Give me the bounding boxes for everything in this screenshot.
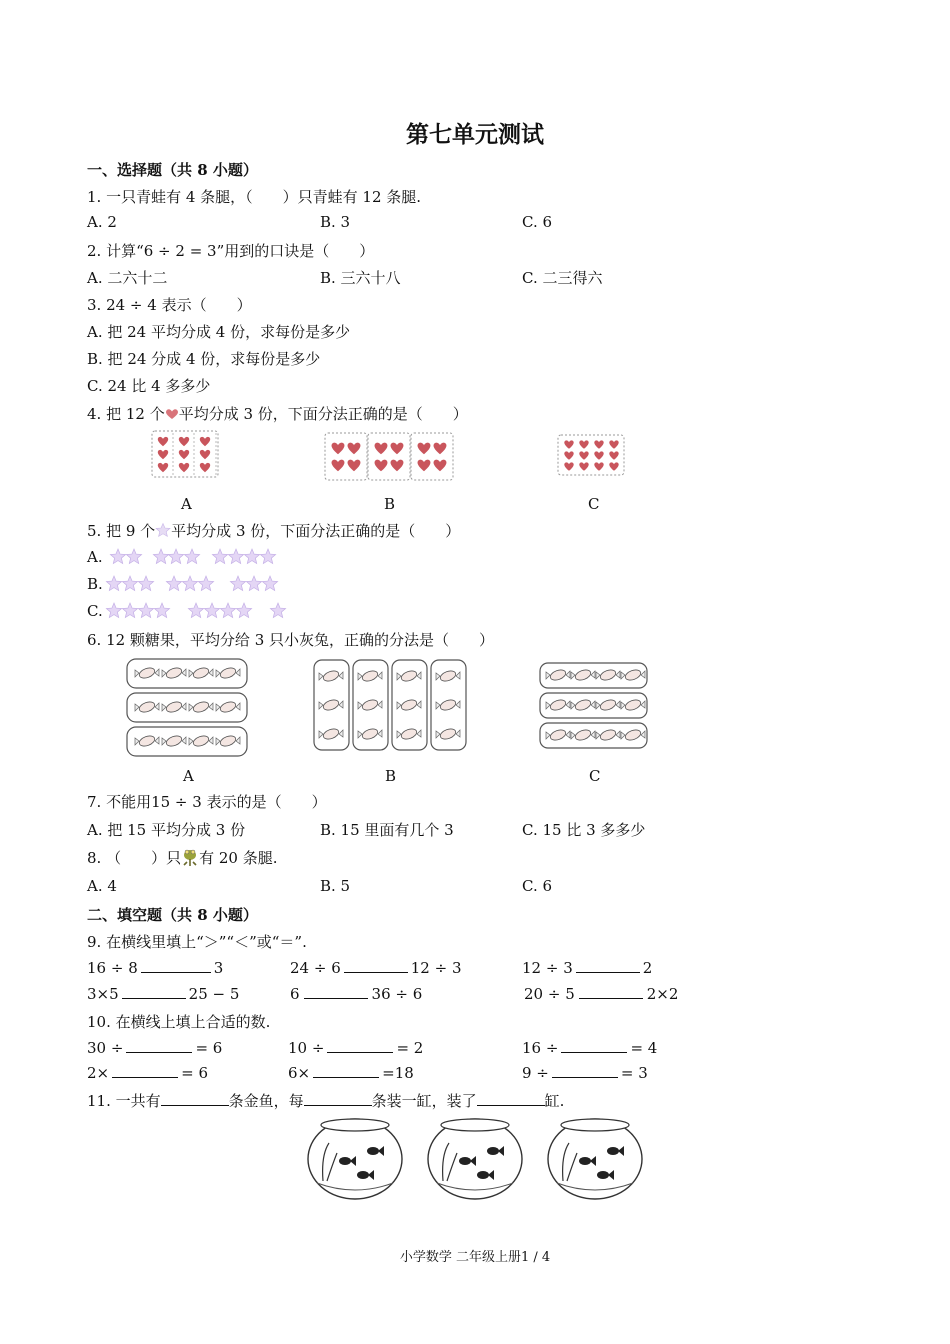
candy-wrapper-end: [621, 672, 625, 679]
q10-item-6: [522, 1063, 648, 1082]
candy-wrapper-end: [162, 704, 166, 711]
candy-wrapper-end: [209, 737, 213, 744]
q2-stem: 2. 计算“6 ÷ 2 = 3”用到的口诀是（ ）: [87, 242, 375, 260]
q10-answer-blank[interactable]: [327, 1038, 393, 1053]
q10-item-1: [87, 1038, 222, 1057]
heart-icon: [594, 462, 603, 470]
candy-icon: [624, 728, 642, 742]
q6-label-a: A: [183, 767, 194, 785]
star-icon: [106, 603, 121, 618]
candy-icon: [400, 727, 418, 741]
q10-right: = 6: [181, 1064, 209, 1082]
q10-left: 6×: [288, 1064, 311, 1082]
q2-option-b: B. 三六十八: [320, 269, 401, 287]
q5-stem-post: 平均分成 3 份，下面分法正确的是（ ）: [171, 522, 461, 540]
q11-stem: [87, 1090, 564, 1111]
candy-wrapper-end: [397, 673, 401, 680]
heart-icon: [609, 462, 618, 470]
q6-stem: 6. 12 颗糖果，平均分给 3 只小灰兔，正确的分法是（ ）: [87, 631, 495, 649]
heart-icon: [609, 451, 618, 459]
q8-option-a: A. 4: [87, 877, 117, 895]
heart-icon: [375, 460, 388, 472]
q3-option-b: B. 把 24 分成 4 份，求每份是多少: [87, 350, 321, 368]
q8-stem-pre: 8. （ ）只: [87, 849, 182, 867]
candy-wrapper-end: [236, 703, 240, 710]
candy-icon: [549, 728, 567, 742]
candy-wrapper-end: [162, 670, 166, 677]
q9-item-6: [524, 984, 678, 1003]
candy-icon: [219, 666, 237, 680]
q5-stars-b: [104, 575, 284, 593]
q9-right: 25 − 5: [188, 985, 240, 1003]
candy-icon: [165, 700, 183, 714]
heart-icon: [579, 462, 588, 470]
q10-right: =18: [382, 1064, 414, 1082]
heart-icon: [348, 443, 361, 455]
heart-icon: [391, 443, 404, 455]
candy-wrapper-end: [339, 672, 343, 679]
candy-wrapper-end: [162, 738, 166, 745]
star-icon: [122, 603, 137, 618]
star-icon: [166, 576, 181, 591]
goldfish-icon: [459, 1157, 471, 1165]
candy-icon: [599, 668, 617, 682]
candy-icon: [574, 698, 592, 712]
candy-wrapper-end: [546, 672, 550, 679]
q10-item-5: [288, 1063, 414, 1082]
candy-wrapper-end: [189, 670, 193, 677]
candy-wrapper-end: [358, 673, 362, 680]
candy-wrapper-end: [566, 671, 570, 678]
candy-wrapper-end: [621, 702, 625, 709]
candy-wrapper-end: [397, 731, 401, 738]
q10-left: 2×: [87, 1064, 110, 1082]
heart-icon: [594, 440, 603, 448]
candy-icon: [138, 666, 156, 680]
fishbowl-rim: [321, 1119, 389, 1131]
q1-stem: 1. 一只青蛙有 4 条腿，（ ）只青蛙有 12 条腿.: [87, 188, 422, 206]
q4-stem: [87, 403, 468, 424]
candy-wrapper-end: [616, 701, 620, 708]
star-icon: [204, 603, 219, 618]
q9-left: 12 ÷ 3: [522, 959, 573, 977]
candy-wrapper-end: [358, 702, 362, 709]
candy-icon: [322, 698, 340, 712]
q3-stem: 3. 24 ÷ 4 表示（ ）: [87, 296, 252, 314]
heart-icon: [609, 440, 618, 448]
q8-stem-post: 有 20 条腿.: [199, 849, 278, 867]
heart-icon: [200, 437, 210, 446]
candy-wrapper-end: [209, 669, 213, 676]
candy-icon: [165, 734, 183, 748]
heart-icon: [179, 437, 189, 446]
q9-left: 16 ÷ 8: [87, 959, 138, 977]
candy-icon: [599, 728, 617, 742]
heart-icon: [200, 450, 210, 459]
heart-icon: [434, 460, 447, 472]
q8-stem: [87, 847, 278, 868]
heart-icon: [564, 440, 573, 448]
group-box: [411, 433, 453, 480]
group-box: [368, 433, 410, 480]
heart-icon: [418, 460, 431, 472]
q5-option-a: A.: [87, 548, 103, 566]
candy-wrapper-end: [456, 701, 460, 708]
q5-stars-c: [104, 602, 294, 620]
q9-right: 12 ÷ 3: [410, 959, 462, 977]
page-title: 第七单元测试: [406, 121, 544, 148]
candy-wrapper-end: [596, 732, 600, 739]
q6-figure-c: [538, 661, 650, 751]
goldfish-icon: [367, 1147, 379, 1155]
q9-right: 2×2: [646, 985, 679, 1003]
candy-icon: [624, 668, 642, 682]
goldfish-icon: [357, 1171, 369, 1179]
heart-icon: [579, 451, 588, 459]
candy-icon: [165, 666, 183, 680]
goldfish-icon: [339, 1157, 351, 1165]
candy-wrapper-end: [182, 737, 186, 744]
candy-icon: [574, 728, 592, 742]
q4-label-b: B: [384, 495, 396, 513]
star-icon: [184, 549, 199, 564]
candy-icon: [219, 734, 237, 748]
candy-wrapper-end: [209, 703, 213, 710]
candy-wrapper-end: [319, 702, 323, 709]
fishbowl-rim: [441, 1119, 509, 1131]
candy-wrapper-end: [436, 731, 440, 738]
star-icon: [198, 576, 213, 591]
candy-icon: [439, 698, 457, 712]
heart-icon: [200, 463, 210, 472]
candy-wrapper-end: [378, 730, 382, 737]
star-icon: [122, 576, 137, 591]
q4-figure-c: [557, 434, 627, 478]
heart-icon: [375, 443, 388, 455]
candy-icon: [192, 666, 210, 680]
page-footer: 小学数学 二年级上册1 / 4: [399, 1250, 551, 1265]
candy-icon: [138, 734, 156, 748]
candy-icon: [361, 669, 379, 683]
q9-item-3: [522, 958, 652, 977]
q5-option-b: B.: [87, 575, 103, 593]
candy-wrapper-end: [566, 701, 570, 708]
q9-right: 36 ÷ 6: [371, 985, 423, 1003]
heart-icon: [179, 450, 189, 459]
candy-icon: [322, 669, 340, 683]
heart-icon: [165, 408, 179, 420]
fishbowl-rim: [561, 1119, 629, 1131]
candy-icon: [439, 727, 457, 741]
star-icon: [228, 549, 243, 564]
q10-left: 16 ÷: [522, 1039, 559, 1057]
q9-answer-blank[interactable]: [304, 984, 368, 999]
candy-wrapper-end: [216, 738, 220, 745]
candy-wrapper-end: [616, 671, 620, 678]
candy-wrapper-end: [236, 737, 240, 744]
q9-left: 3×5: [87, 985, 119, 1003]
star-icon: [154, 603, 169, 618]
candy-icon: [400, 698, 418, 712]
q10-left: 9 ÷: [522, 1064, 549, 1082]
candy-wrapper-end: [596, 702, 600, 709]
heart-icon: [158, 463, 168, 472]
goldfish-icon: [487, 1147, 499, 1155]
candy-wrapper-end: [546, 702, 550, 709]
candy-icon: [361, 727, 379, 741]
candy-wrapper-end: [546, 732, 550, 739]
q9-left: 20 ÷ 5: [524, 985, 575, 1003]
q9-item-2: [290, 958, 462, 977]
candy-wrapper-end: [641, 701, 645, 708]
candy-icon: [599, 698, 617, 712]
goldfish-icon: [579, 1157, 591, 1165]
q9-left: 24 ÷ 6: [290, 959, 341, 977]
candy-wrapper-end: [436, 702, 440, 709]
candy-wrapper-end: [417, 672, 421, 679]
q6-figure-a: [125, 657, 250, 759]
candy-wrapper-end: [566, 731, 570, 738]
candy-wrapper-end: [182, 669, 186, 676]
q11-text-3: 条装一缸，装了: [371, 1092, 477, 1110]
candy-icon: [549, 698, 567, 712]
goldfish-icon: [597, 1171, 609, 1179]
q10-answer-blank[interactable]: [126, 1038, 192, 1053]
q11-text-1: 11. 一共有: [87, 1092, 161, 1110]
q9-answer-blank[interactable]: [141, 958, 211, 973]
q4-figure-a: [151, 430, 221, 480]
candy-icon: [138, 700, 156, 714]
q11-text-4: 缸.: [544, 1092, 565, 1110]
goldfish-icon: [477, 1171, 489, 1179]
heart-icon: [391, 460, 404, 472]
candy-wrapper-end: [621, 732, 625, 739]
q1-option-b: B. 3: [320, 213, 351, 231]
candy-wrapper-end: [339, 730, 343, 737]
heart-icon: [158, 450, 168, 459]
star-icon: [168, 549, 183, 564]
candy-wrapper-end: [417, 701, 421, 708]
q5-stem-pre: 5. 把 9 个: [87, 522, 156, 540]
candy-icon: [624, 698, 642, 712]
q7-option-c: C. 15 比 3 多多少: [522, 821, 646, 839]
candy-icon: [361, 698, 379, 712]
heart-icon: [158, 437, 168, 446]
q9-right: 2: [642, 959, 653, 977]
heart-icon: [564, 451, 573, 459]
candy-wrapper-end: [571, 702, 575, 709]
q5-option-c: C.: [87, 602, 103, 620]
candy-icon: [549, 668, 567, 682]
q10-answer-blank[interactable]: [112, 1063, 178, 1078]
heart-icon: [418, 443, 431, 455]
candy-wrapper-end: [135, 670, 139, 677]
star-icon: [138, 576, 153, 591]
star-icon: [153, 549, 168, 564]
candy-icon: [219, 700, 237, 714]
candy-wrapper-end: [155, 669, 159, 676]
q11-answer-blank-1[interactable]: [161, 1091, 229, 1106]
q6-label-b: B: [385, 767, 397, 785]
q1-option-c: C. 6: [522, 213, 553, 231]
q5-stars-a: [106, 548, 286, 566]
q9-answer-blank[interactable]: [579, 984, 643, 999]
star-icon: [230, 576, 245, 591]
q10-right: = 3: [620, 1064, 648, 1082]
candy-wrapper-end: [456, 730, 460, 737]
frog-icon: [181, 847, 199, 867]
star-icon: [106, 576, 121, 591]
candy-wrapper-end: [591, 671, 595, 678]
candy-wrapper-end: [591, 731, 595, 738]
candy-icon: [439, 669, 457, 683]
heart-icon: [332, 443, 345, 455]
candy-wrapper-end: [236, 669, 240, 676]
candy-wrapper-end: [319, 673, 323, 680]
star-icon: [138, 603, 153, 618]
heart-icon: [332, 460, 345, 472]
q10-left: 30 ÷: [87, 1039, 124, 1057]
candy-wrapper-end: [397, 702, 401, 709]
candy-wrapper-end: [155, 737, 159, 744]
star-icon: [262, 576, 277, 591]
star-icon: [182, 576, 197, 591]
candy-wrapper-end: [616, 731, 620, 738]
star-icon: [188, 603, 203, 618]
q6-label-c: C: [589, 767, 601, 785]
q9-right: 3: [213, 959, 224, 977]
candy-wrapper-end: [216, 670, 220, 677]
candy-wrapper-end: [319, 731, 323, 738]
candy-wrapper-end: [135, 704, 139, 711]
candy-icon: [574, 668, 592, 682]
q9-left: 6: [290, 985, 300, 1003]
candy-wrapper-end: [571, 732, 575, 739]
candy-wrapper-end: [596, 672, 600, 679]
q11-answer-blank-3[interactable]: [477, 1091, 545, 1106]
candy-wrapper-end: [189, 738, 193, 745]
candy-wrapper-end: [182, 703, 186, 710]
q1-option-a: A. 2: [87, 213, 117, 231]
q9-answer-blank[interactable]: [576, 958, 640, 973]
q9-answer-blank[interactable]: [344, 958, 408, 973]
goldfish-icon: [607, 1147, 619, 1155]
q10-right: = 6: [195, 1039, 223, 1057]
q5-stem: [87, 520, 460, 541]
q4-stem-pre: 4. 把 12 个: [87, 405, 165, 423]
q3-option-c: C. 24 比 4 多多少: [87, 377, 211, 395]
star-icon: [110, 549, 125, 564]
candy-icon: [400, 669, 418, 683]
q3-option-a: A. 把 24 平均分成 4 份，求每份是多少: [87, 323, 351, 341]
candy-wrapper-end: [155, 703, 159, 710]
candy-wrapper-end: [641, 731, 645, 738]
heart-icon: [348, 460, 361, 472]
q10-stem: 10. 在横线上填上合适的数.: [87, 1013, 271, 1031]
q2-option-a: A. 二六十二: [87, 269, 168, 287]
section-heading-choice: 一、选择题（共 8 小题）: [87, 161, 258, 179]
candy-wrapper-end: [456, 672, 460, 679]
candy-wrapper-end: [378, 701, 382, 708]
candy-icon: [192, 734, 210, 748]
fishbowl-figure: [305, 1115, 655, 1205]
candy-icon: [322, 727, 340, 741]
heart-icon: [579, 440, 588, 448]
heart-icon: [434, 443, 447, 455]
q10-right: = 2: [396, 1039, 424, 1057]
q2-option-c: C. 二三得六: [522, 269, 603, 287]
q8-option-b: B. 5: [320, 877, 351, 895]
star-icon: [126, 549, 141, 564]
candy-wrapper-end: [358, 731, 362, 738]
group-box: [325, 433, 367, 480]
q7-option-a: A. 把 15 平均分成 3 份: [87, 821, 246, 839]
q10-answer-blank[interactable]: [552, 1063, 618, 1078]
star-icon: [270, 603, 285, 618]
candy-icon: [192, 700, 210, 714]
q9-item-1: [87, 958, 223, 977]
heart-icon: [179, 463, 189, 472]
star-icon: [212, 549, 227, 564]
q4-stem-post: 平均分成 3 份，下面分法正确的是（ ）: [178, 405, 468, 423]
candy-wrapper-end: [216, 704, 220, 711]
star-icon: [236, 603, 251, 618]
heart-icon: [594, 451, 603, 459]
q10-item-2: [288, 1038, 423, 1057]
q9-item-5: [290, 984, 422, 1003]
q7-stem: 7. 不能用15 ÷ 3 表示的是（ ）: [87, 793, 327, 811]
candy-wrapper-end: [641, 671, 645, 678]
q9-item-4: [87, 984, 239, 1003]
q10-item-3: [522, 1038, 657, 1057]
q10-answer-blank[interactable]: [313, 1063, 379, 1078]
heart-icon: [564, 462, 573, 470]
star-icon: [260, 549, 275, 564]
q10-answer-blank[interactable]: [561, 1038, 627, 1053]
candy-wrapper-end: [591, 701, 595, 708]
q6-figure-b: [312, 658, 470, 752]
candy-wrapper-end: [571, 672, 575, 679]
q7-option-b: B. 15 里面有几个 3: [320, 821, 454, 839]
candy-wrapper-end: [135, 738, 139, 745]
q8-option-c: C. 6: [522, 877, 553, 895]
q4-figure-b: [324, 432, 454, 482]
candy-wrapper-end: [339, 701, 343, 708]
star-icon: [244, 549, 259, 564]
q10-item-4: [87, 1063, 208, 1082]
star-icon: [155, 523, 171, 537]
candy-wrapper-end: [436, 673, 440, 680]
q4-label-c: C: [588, 495, 600, 513]
q11-answer-blank-2[interactable]: [304, 1091, 372, 1106]
q10-right: = 4: [630, 1039, 658, 1057]
q4-label-a: A: [181, 495, 192, 513]
candy-wrapper-end: [417, 730, 421, 737]
q9-stem: 9. 在横线里填上“＞”“＜”或“＝”.: [87, 933, 307, 951]
q11-text-2: 条金鱼，每: [228, 1092, 304, 1110]
q9-answer-blank[interactable]: [122, 984, 186, 999]
candy-wrapper-end: [189, 704, 193, 711]
q10-left: 10 ÷: [288, 1039, 325, 1057]
star-icon: [220, 603, 235, 618]
star-icon: [246, 576, 261, 591]
section-heading-fill: 二、填空题（共 8 小题）: [87, 906, 258, 924]
candy-wrapper-end: [378, 672, 382, 679]
